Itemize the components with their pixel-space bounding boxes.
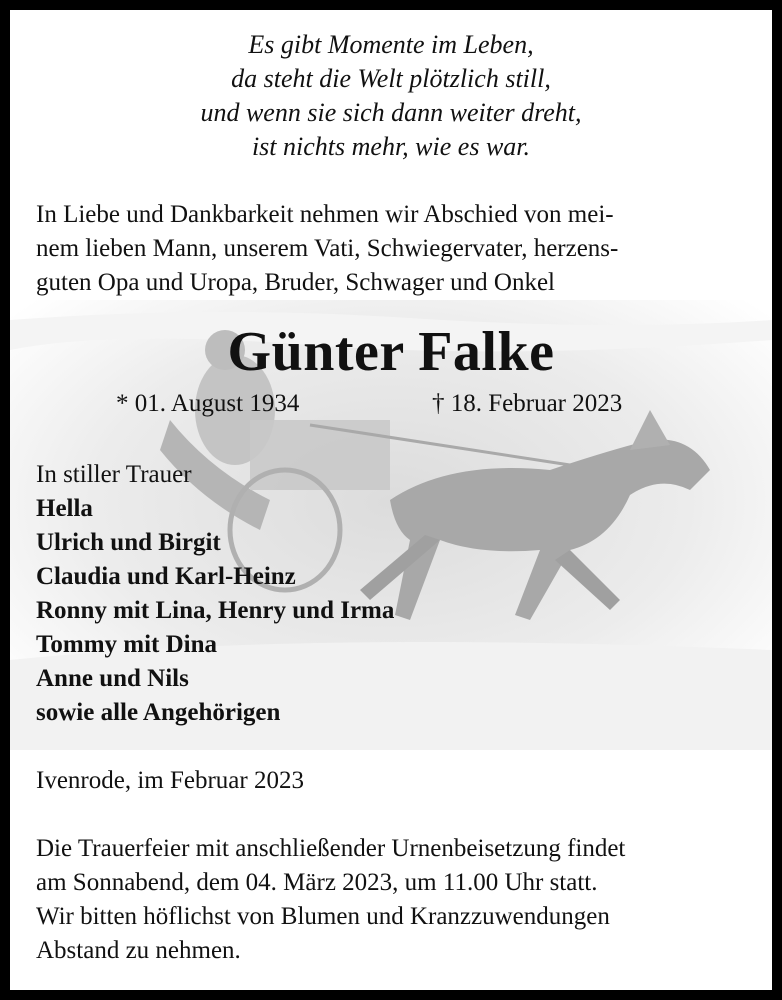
birth-date: * 01. August 1934: [116, 390, 300, 417]
family-member: Claudia und Karl-Heinz: [36, 563, 296, 590]
ceremony-line: am Sonnabend, dem 04. März 2023, um 11.00 Uhr statt.: [36, 869, 598, 896]
mourning-label: In stiller Trauer: [36, 461, 192, 488]
family-member: Ulrich und Birgit: [36, 529, 221, 556]
deceased-name: Günter Falke: [227, 321, 555, 383]
intro-line: guten Opa und Uropa, Bruder, Schwager und Onkel: [36, 269, 556, 296]
poem-line: da steht die Welt plötzlich still,: [231, 64, 551, 93]
ceremony-line: Abstand zu nehmen.: [36, 937, 241, 964]
family-member: Hella: [36, 495, 93, 522]
poem-line: Es gibt Momente im Leben,: [248, 30, 534, 59]
death-date: † 18. Februar 2023: [432, 390, 623, 417]
poem-line: ist nichts mehr, wie es war.: [251, 132, 531, 161]
ceremony-line: Wir bitten höflichst von Blumen und Kranzzuwendungen: [36, 903, 610, 930]
family-member: Anne und Nils: [36, 665, 189, 692]
obituary-card: [10, 10, 772, 990]
intro-line: In Liebe und Dankbarkeit nehmen wir Abschied von mei-: [36, 201, 614, 228]
poem-line: und wenn sie sich dann weiter dreht,: [200, 98, 582, 127]
family-member: sowie alle Angehörigen: [36, 699, 281, 726]
family-member: Tommy mit Dina: [36, 631, 218, 658]
place-date: Ivenrode, im Februar 2023: [36, 767, 304, 794]
ceremony-line: Die Trauerfeier mit anschließender Urnenbeisetzung findet: [36, 835, 626, 862]
family-member: Ronny mit Lina, Henry und Irma: [36, 597, 395, 624]
intro-line: nem lieben Mann, unserem Vati, Schwiegervater, herzens-: [36, 235, 619, 262]
